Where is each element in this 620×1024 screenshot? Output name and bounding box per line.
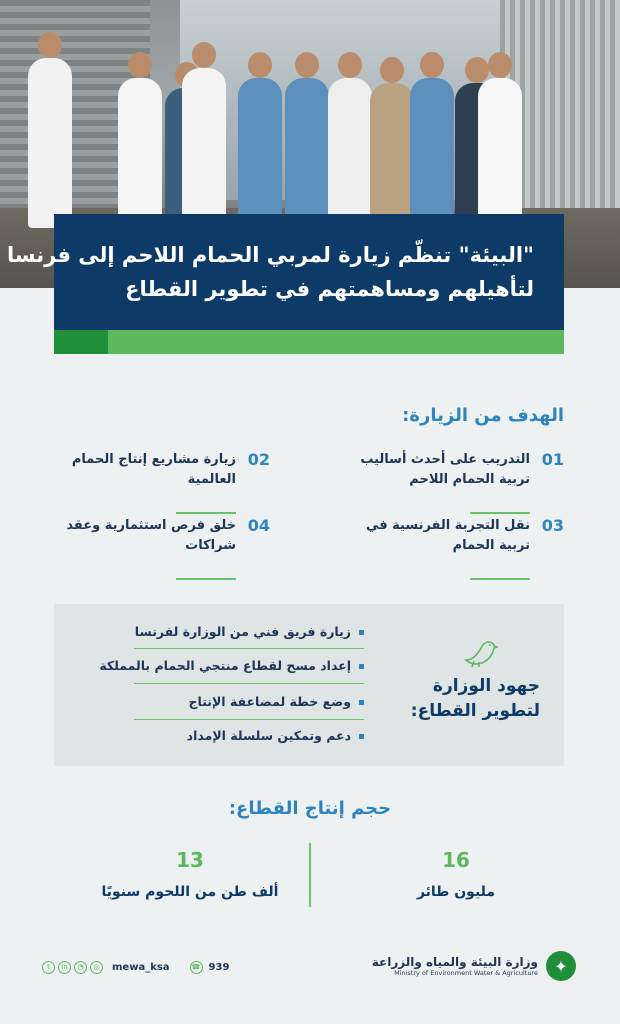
goals-heading: الهدف من الزيارة: bbox=[402, 405, 564, 426]
effort-text: إعداد مسح لقطاع منتجي الحمام بالمملكة bbox=[99, 658, 351, 673]
phone-number[interactable]: 939 bbox=[208, 961, 230, 973]
bullet-icon bbox=[359, 734, 364, 739]
person bbox=[370, 83, 414, 228]
goal-number: 03 bbox=[541, 516, 564, 535]
effort-text: دعم وتمكين سلسلة الإمداد bbox=[186, 728, 351, 743]
goal-item-04 bbox=[66, 516, 270, 576]
person bbox=[118, 78, 162, 228]
goal-underline bbox=[176, 512, 236, 514]
goal-underline bbox=[470, 578, 530, 580]
title-line-2: لتأهيلهم ومساهمتهم في تطوير القطاع bbox=[125, 277, 534, 301]
person bbox=[238, 78, 282, 228]
green-accent-bar bbox=[54, 330, 564, 354]
pigeon-icon bbox=[462, 634, 498, 670]
title-line-1: "البيئة" تنظّم زيارة لمربي الحمام اللاحم إلى فرنسا bbox=[7, 243, 534, 267]
person bbox=[410, 78, 454, 228]
effort-divider bbox=[134, 719, 364, 720]
snapchat-icon[interactable]: ◔ bbox=[74, 961, 87, 974]
ministry-branding bbox=[372, 949, 576, 983]
person bbox=[182, 68, 226, 228]
goal-underline bbox=[176, 578, 236, 580]
person bbox=[285, 78, 329, 228]
effort-text: وضع خطة لمضاعفة الإنتاج bbox=[188, 694, 351, 709]
twitter-icon[interactable]: t bbox=[42, 961, 55, 974]
effort-item bbox=[134, 694, 364, 716]
effort-item bbox=[134, 624, 364, 646]
ministry-name-ar: وزارة البيئة والمياه والزراعة bbox=[371, 955, 538, 969]
goal-text: خلق فرص استثمارية وعقد شراكات bbox=[66, 518, 236, 553]
linkedin-icon[interactable]: in bbox=[58, 961, 71, 974]
effort-divider bbox=[134, 648, 364, 649]
effort-item bbox=[134, 728, 364, 750]
bullet-icon bbox=[359, 630, 364, 635]
social-handle[interactable]: mewa_ksa bbox=[112, 961, 170, 973]
bullet-icon bbox=[359, 664, 364, 669]
effort-divider bbox=[134, 683, 364, 684]
stat-value: 13 bbox=[176, 848, 204, 872]
stat-label: ألف طن من اللحوم سنويًا bbox=[101, 884, 279, 900]
goal-number: 02 bbox=[247, 450, 270, 469]
ministry-name bbox=[372, 955, 538, 977]
goal-item-01 bbox=[360, 450, 564, 510]
efforts-box bbox=[54, 604, 564, 766]
contact-bar bbox=[42, 958, 229, 976]
goal-underline bbox=[470, 512, 530, 514]
stat-divider bbox=[309, 843, 311, 907]
stat-value: 16 bbox=[442, 848, 470, 872]
stat-meat bbox=[80, 848, 300, 900]
goal-number: 01 bbox=[541, 450, 564, 469]
effort-item bbox=[99, 658, 364, 680]
title-banner bbox=[7, 214, 564, 330]
person bbox=[28, 58, 72, 228]
goal-item-03 bbox=[365, 516, 564, 576]
efforts-title: جهود الوزارة لتطوير القطاع: bbox=[410, 676, 540, 721]
stat-birds bbox=[346, 848, 566, 900]
goal-number: 04 bbox=[247, 516, 270, 535]
bullet-icon bbox=[359, 700, 364, 705]
ministry-name-en: Ministry of Environment Water & Agriculture bbox=[394, 969, 538, 977]
production-heading: حجم إنتاج القطاع: bbox=[228, 798, 392, 819]
stat-label: مليون طائر bbox=[416, 884, 496, 900]
goal-text: نقل التجربة الفرنسية في تربية الحمام bbox=[365, 518, 530, 553]
goal-item-02 bbox=[71, 450, 270, 510]
goal-text: التدريب على أحدث أساليب تربية الحمام اللاحم bbox=[360, 452, 530, 487]
instagram-icon[interactable]: ◎ bbox=[90, 961, 103, 974]
dark-green-accent bbox=[54, 330, 108, 354]
person bbox=[328, 78, 372, 228]
phone-icon: ☎ bbox=[190, 961, 203, 974]
person bbox=[478, 78, 522, 228]
ministry-logo-icon: ✦ bbox=[546, 951, 576, 981]
effort-text: زيارة فريق فني من الوزارة لفرنسا bbox=[134, 624, 351, 639]
goal-text: زيارة مشاريع إنتاج الحمام العالمية bbox=[71, 452, 236, 487]
